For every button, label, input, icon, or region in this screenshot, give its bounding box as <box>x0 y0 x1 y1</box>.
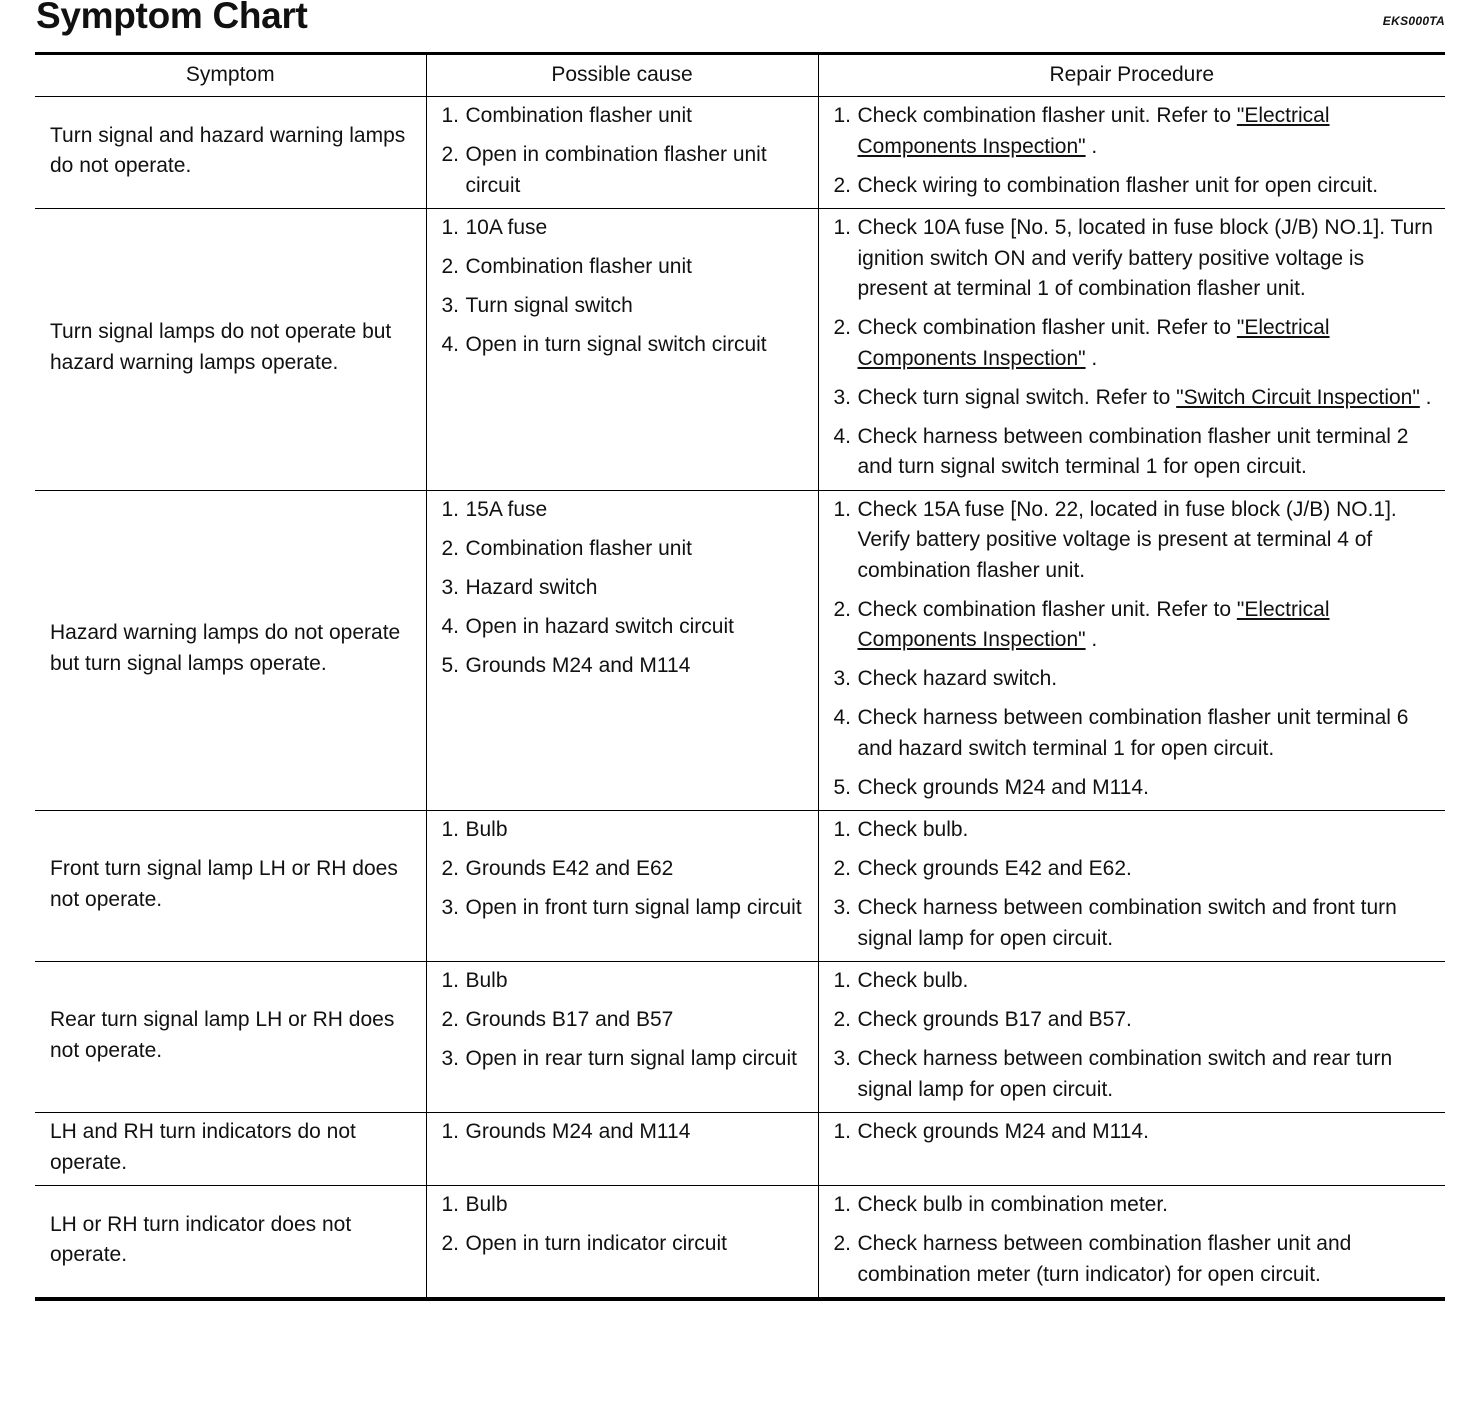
cause-list <box>442 1117 812 1148</box>
repair-step-item-trailing: . <box>1085 346 1098 370</box>
repair-step-item-number: 3. <box>833 667 852 690</box>
repair-step-item-text: Check turn signal switch. Refer to <box>857 385 1177 409</box>
cause-list <box>442 1190 812 1260</box>
column-header-possible-cause: Possible cause <box>426 54 818 97</box>
cause-item-text: Grounds E42 and E62 <box>465 857 674 880</box>
repair-step-item <box>834 213 1440 305</box>
cause-list <box>442 815 812 924</box>
cause-item-number: 5. <box>441 653 460 677</box>
cause-item-text: Hazard switch <box>465 575 598 599</box>
cause-item-text: Open in combination flasher unit circuit <box>465 143 767 197</box>
symptom-text: Front turn signal lamp LH or RH does not operate. <box>50 857 398 911</box>
table-body <box>35 97 1445 1300</box>
inspection-reference-link[interactable]: "Switch Circuit Inspection" <box>1176 385 1420 409</box>
repair-step-item-number: 1. <box>833 1120 852 1143</box>
symptom-cell <box>35 811 426 962</box>
cause-item <box>442 612 812 643</box>
repair-step-item <box>834 815 1440 846</box>
cause-item <box>442 291 812 322</box>
symptom-text: Rear turn signal lamp LH or RH does not operate. <box>50 1008 395 1062</box>
repair-step-item <box>834 854 1440 885</box>
cause-list <box>442 966 812 1075</box>
cause-item-text: Bulb <box>465 969 508 992</box>
cause-item <box>442 1117 812 1148</box>
repair-procedure-cell <box>818 490 1445 811</box>
possible-cause-cell <box>426 1113 818 1186</box>
cause-item-number: 2. <box>441 143 460 166</box>
symptom-cell <box>35 962 426 1113</box>
table-row <box>35 811 1445 962</box>
inspection-reference-link[interactable]: "Electrical Components Inspection" <box>857 316 1330 370</box>
possible-cause-cell <box>426 811 818 962</box>
repair-step-item-number: 3. <box>833 385 852 409</box>
cause-item <box>442 573 812 604</box>
repair-step-item-number: 2. <box>833 316 852 339</box>
cause-item-number: 1. <box>441 818 460 841</box>
repair-step-item-number: 1. <box>833 104 852 127</box>
cause-item-number: 1. <box>441 1193 460 1216</box>
cause-item-text: Open in front turn signal lamp circuit <box>465 896 802 919</box>
cause-item-number: 2. <box>441 857 460 880</box>
cause-item <box>442 893 812 924</box>
repair-step-item-text: Check harness between combination switch and rear turn signal lamp for open circuit. <box>857 1047 1393 1101</box>
possible-cause-cell <box>426 490 818 811</box>
cause-item-number: 3. <box>441 294 460 317</box>
symptom-cell <box>35 209 426 491</box>
repair-step-item <box>834 966 1440 997</box>
repair-step-item-number: 3. <box>833 896 852 919</box>
table-row <box>35 1113 1445 1186</box>
symptom-text: Turn signal lamps do not operate but hazard warning lamps operate. <box>50 320 392 374</box>
repair-step-item-text: Check grounds E42 and E62. <box>857 857 1132 880</box>
repair-procedure-cell <box>818 97 1445 209</box>
repair-step-item-number: 2. <box>833 857 852 880</box>
cause-item-number: 2. <box>441 1008 460 1031</box>
repair-step-item <box>834 893 1440 954</box>
repair-step-list <box>834 495 1440 804</box>
cause-item <box>442 140 812 201</box>
repair-procedure-cell <box>818 962 1445 1113</box>
cause-item-text: 15A fuse <box>465 497 548 521</box>
repair-step-item <box>834 1190 1440 1221</box>
repair-step-item <box>834 101 1440 162</box>
symptom-cell <box>35 1113 426 1186</box>
repair-step-item-number: 2. <box>833 1008 852 1031</box>
possible-cause-cell <box>426 209 818 491</box>
repair-step-item-number: 4. <box>833 424 852 448</box>
cause-item-number: 3. <box>441 1047 460 1070</box>
table-header <box>35 54 1445 97</box>
symptom-text: LH or RH turn indicator does not operate. <box>50 1212 352 1266</box>
repair-step-item-number: 2. <box>833 597 852 621</box>
repair-step-item-text: Check combination flasher unit. Refer to <box>857 597 1237 621</box>
possible-cause-cell <box>426 962 818 1113</box>
cause-item-text: Open in turn indicator circuit <box>465 1232 727 1255</box>
repair-step-item-number: 1. <box>833 497 852 521</box>
repair-step-item-number: 3. <box>833 1047 852 1070</box>
repair-step-item <box>834 703 1440 764</box>
cause-item <box>442 495 812 526</box>
cause-item-number: 3. <box>441 896 460 919</box>
repair-procedure-cell <box>818 811 1445 962</box>
symptom-text: Turn signal and hazard warning lamps do not operate. <box>50 123 406 177</box>
cause-item <box>442 534 812 565</box>
repair-step-item-trailing: . <box>1085 134 1098 158</box>
cause-item <box>442 966 812 997</box>
cause-item-number: 2. <box>441 1232 460 1255</box>
table-row <box>35 209 1445 491</box>
cause-list <box>442 495 812 682</box>
repair-procedure-cell <box>818 1113 1445 1186</box>
cause-item-number: 2. <box>441 536 460 560</box>
inspection-reference-link[interactable]: "Electrical Components Inspection" <box>857 597 1330 651</box>
repair-step-item-number: 1. <box>833 969 852 992</box>
repair-step-list <box>834 1190 1440 1290</box>
repair-step-list <box>834 966 1440 1105</box>
cause-item <box>442 651 812 682</box>
repair-procedure-cell <box>818 1186 1445 1300</box>
cause-list <box>442 213 812 361</box>
cause-item-text: Grounds M24 and M114 <box>465 1120 691 1143</box>
repair-step-item <box>834 773 1440 804</box>
repair-step-item <box>834 171 1440 202</box>
repair-step-item-number: 1. <box>833 1193 852 1216</box>
cause-item <box>442 1005 812 1036</box>
cause-item-text: 10A fuse <box>465 216 548 239</box>
repair-step-item-text: Check harness between combination flasher unit terminal 6 and hazard switch terminal 1 for open circuit. <box>857 706 1409 760</box>
repair-step-item-text: Check bulb. <box>857 969 969 992</box>
repair-step-item <box>834 495 1440 587</box>
page-title: Symptom Chart <box>36 0 308 36</box>
possible-cause-cell <box>426 97 818 209</box>
repair-step-item <box>834 383 1440 414</box>
repair-step-list <box>834 213 1440 483</box>
cause-item-number: 3. <box>441 575 460 599</box>
header-row <box>35 54 1445 97</box>
repair-step-item-number: 5. <box>833 775 852 799</box>
cause-item <box>442 1190 812 1221</box>
repair-step-item-text: Check wiring to combination flasher unit for open circuit. <box>857 173 1379 197</box>
repair-procedure-cell <box>818 209 1445 491</box>
cause-item <box>442 815 812 846</box>
table-row <box>35 1186 1445 1300</box>
repair-step-item-text: Check bulb in combination meter. <box>857 1193 1168 1216</box>
repair-step-item <box>834 313 1440 374</box>
cause-item-text: Open in hazard switch circuit <box>465 614 734 638</box>
repair-step-item-text: Check combination flasher unit. Refer to <box>857 316 1237 339</box>
repair-step-item-text: Check bulb. <box>857 818 969 841</box>
cause-item-number: 1. <box>441 104 460 127</box>
symptom-cell <box>35 490 426 811</box>
repair-step-item-text: Check 10A fuse [No. 5, located in fuse block (J/B) NO.1]. Turn ignition switch ON and verify battery positive voltage is present at terminal 1 of combination flasher unit. <box>857 216 1433 300</box>
repair-step-list <box>834 815 1440 954</box>
repair-step-item <box>834 422 1440 483</box>
cause-item <box>442 1044 812 1075</box>
repair-step-item-number: 1. <box>833 216 852 239</box>
table-row <box>35 962 1445 1113</box>
repair-step-item-text: Check 15A fuse [No. 22, located in fuse block (J/B) NO.1]. Verify battery positive voltage is present at terminal 4 of combination flasher unit. <box>857 497 1397 582</box>
repair-step-item <box>834 1117 1440 1148</box>
repair-step-item <box>834 1044 1440 1105</box>
repair-step-item-number: 4. <box>833 706 852 729</box>
inspection-reference-link[interactable]: "Electrical Components Inspection" <box>857 104 1330 158</box>
document-code: EKS000TA <box>1382 14 1445 28</box>
cause-item-number: 4. <box>441 614 460 638</box>
symptom-text: LH and RH turn indicators do not operate. <box>50 1120 356 1174</box>
repair-step-list <box>834 1117 1440 1148</box>
repair-step-item <box>834 664 1440 695</box>
cause-item-text: Bulb <box>465 1193 508 1216</box>
repair-step-item-trailing: . <box>1085 628 1098 651</box>
cause-item-text: Combination flasher unit <box>465 104 692 127</box>
cause-item-number: 1. <box>441 216 460 239</box>
repair-step-item-text: Check harness between combination flasher unit and combination meter (turn indicator) for open circuit. <box>857 1232 1352 1286</box>
column-header-repair-procedure: Repair Procedure <box>818 54 1445 97</box>
repair-step-item <box>834 1229 1440 1290</box>
repair-step-item <box>834 1005 1440 1036</box>
repair-step-item-number: 1. <box>833 818 852 841</box>
cause-item-text: Turn signal switch <box>465 294 633 317</box>
cause-item-text: Open in rear turn signal lamp circuit <box>465 1047 797 1070</box>
symptom-text: Hazard warning lamps do not operate but turn signal lamps operate. <box>50 621 401 675</box>
cause-item-text: Combination flasher unit <box>465 536 692 560</box>
repair-step-item-text: Check grounds B17 and B57. <box>857 1008 1132 1031</box>
cause-item-text: Grounds B17 and B57 <box>465 1008 674 1031</box>
symptom-cell <box>35 97 426 209</box>
cause-item <box>442 854 812 885</box>
cause-item-number: 1. <box>441 497 460 521</box>
cause-item <box>442 213 812 244</box>
repair-step-item-number: 2. <box>833 173 852 197</box>
repair-step-item-text: Check hazard switch. <box>857 667 1058 690</box>
symptom-cell <box>35 1186 426 1300</box>
repair-step-item-text: Check harness between combination flasher unit terminal 2 and turn signal switch terminal 1 for open circuit. <box>857 424 1409 478</box>
repair-step-list <box>834 101 1440 201</box>
repair-step-item-text: Check combination flasher unit. Refer to <box>857 104 1237 127</box>
cause-item-text: Open in turn signal switch circuit <box>465 333 767 356</box>
symptom-chart-table <box>35 52 1445 1301</box>
cause-item <box>442 1229 812 1260</box>
cause-item <box>442 330 812 361</box>
repair-step-item-text: Check harness between combination switch and front turn signal lamp for open circuit. <box>857 896 1397 950</box>
possible-cause-cell <box>426 1186 818 1300</box>
cause-item-text: Bulb <box>465 818 508 841</box>
cause-item-text: Grounds M24 and M114 <box>465 653 691 677</box>
cause-item-text: Combination flasher unit <box>465 255 692 278</box>
repair-step-item-text: Check grounds M24 and M114. <box>857 775 1149 799</box>
repair-step-item-number: 2. <box>833 1232 852 1255</box>
cause-item-number: 1. <box>441 969 460 992</box>
cause-item-number: 4. <box>441 333 460 356</box>
cause-item-number: 2. <box>441 255 460 278</box>
cause-item-number: 1. <box>441 1120 460 1143</box>
repair-step-item-text: Check grounds M24 and M114. <box>857 1120 1149 1143</box>
table-row <box>35 490 1445 811</box>
repair-step-item-trailing: . <box>1419 385 1432 409</box>
column-header-symptom: Symptom <box>35 54 426 97</box>
cause-item <box>442 252 812 283</box>
cause-list <box>442 101 812 201</box>
table-row <box>35 97 1445 209</box>
cause-item <box>442 101 812 132</box>
repair-step-item <box>834 595 1440 656</box>
